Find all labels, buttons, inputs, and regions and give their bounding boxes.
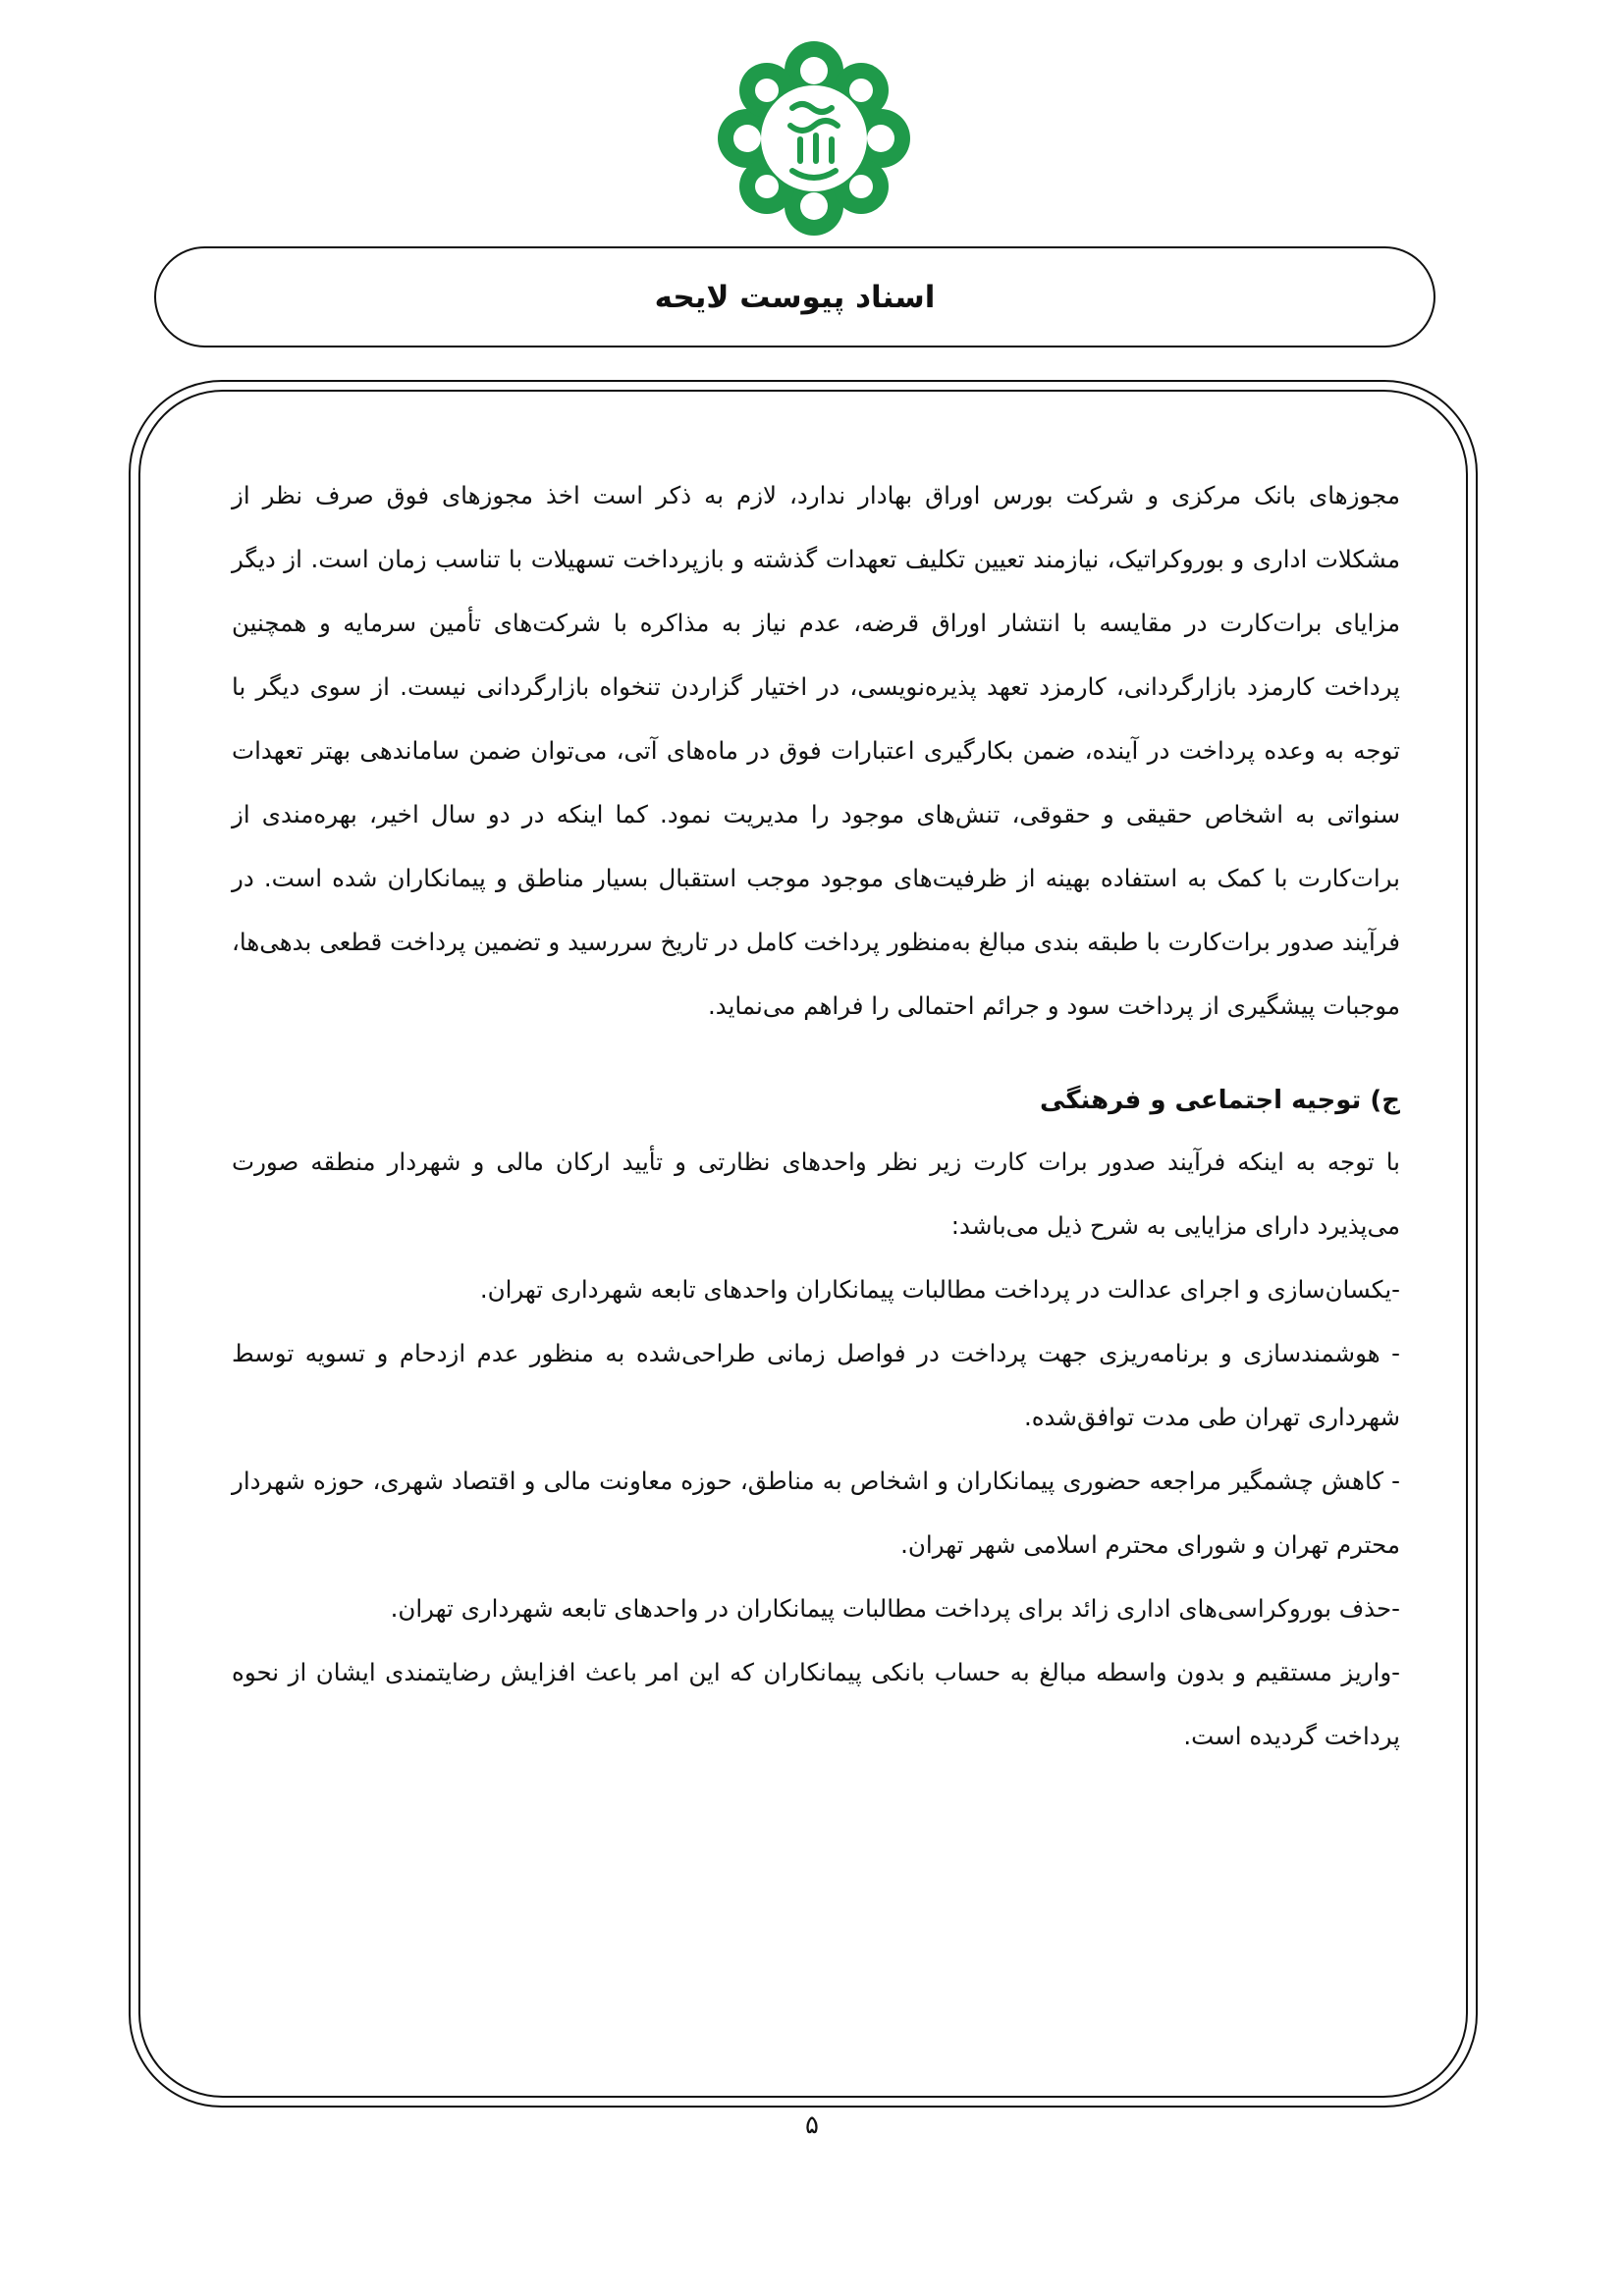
paragraph-text: مجوزهای بانک مرکزی و شرکت بورس اوراق بهادار ندارد، لازم به ذکر است اخذ مجوزهای فوق صرف نظر از مشکلات اداری و بوروکراتیک، نیازمند تعیین تکلیف تعهدات گذشته و بازپرداخت تسهیلات با تناسب زمان است. از دیگر مزایای برات‌کارت در مقایسه با انتشار اوراق قرضه، عدم نیاز به مذاکره با شرکت‌های تأمین سرمایه و همچنین پرداخت کارمزد بازارگردانی، کارمزد تعهد پذیره‌نویسی، در اختیار گزاردن تنخواه بازارگردانی نیست. از سوی دیگر با توجه به وعده پرداخت در آینده، ضمن بکارگیری اعتبارات فوق در ماه‌های آتی، می‌توان ضمن ساماندهی بهتر تعهدات سنواتی به اشخاص حقیقی و حقوقی، تنش‌های موجود را مدیریت نمود. کما اینکه در دو سال اخیر، بهره‌مندی از برات‌کارت با کمک به استفاده بهینه از ظرفیت‌های موجود موجب استقبال بسیار مناطق و پیمانکاران شده است. در فرآیند صدور برات‌کارت با طبقه بندی مبالغ به‌منظور پرداخت کامل در تاریخ سررسید و تضمین پرداخت قطعی بدهی‌ها، موجبات پیشگیری از پرداخت سود و جرائم احتمالی را فراهم می‌نماید. [232, 481, 1400, 1020]
document-title: اسناد پیوست لایحه [654, 279, 936, 315]
benefits-paragraph [232, 463, 1400, 1038]
list-item: -یکسان‌سازی و اجرای عدالت در پرداخت مطالبات پیمانکاران واحدهای تابعه شهرداری تهران. [479, 1275, 1400, 1304]
document-body [232, 463, 1400, 1768]
list-item: -حذف بوروکراسی‌های اداری زائد برای پرداخت مطالبات پیمانکاران در واحدهای تابعه شهرداری تهران. [390, 1594, 1400, 1623]
list-item: -واریز مستقیم و بدون واسطه مبالغ به حساب بانکی پیمانکاران که این امر باعث افزایش رضایتمندی ایشان از نحوه پرداخت گردیده است. [232, 1658, 1400, 1750]
title-banner [154, 246, 1435, 347]
list-item: - هوشمندسازی و برنامه‌ریزی جهت پرداخت در فواصل زمانی طراحی‌شده به منظور عدم ازدحام و تسویه توسط شهرداری تهران طی مدت توافق‌شده. [232, 1339, 1400, 1431]
tehran-municipality-logo [710, 37, 918, 240]
section-heading: ج) توجیه اجتماعی و فرهنگی [1040, 1086, 1400, 1115]
list-item: - کاهش چشمگیر مراجعه حضوری پیمانکاران و اشخاص به مناطق، حوزه معاونت مالی و اقتصاد شهری، حوزه شهردار محترم تهران و شورای محترم اسلامی شهر تهران. [232, 1467, 1400, 1559]
section-intro: با توجه به اینکه فرآیند صدور برات کارت زیر نظر واحدهای نظارتی و تأیید ارکان مالی و شهردار منطقه صورت می‌پذیرد دارای مزایایی به شرح ذیل می‌باشد: [232, 1148, 1400, 1240]
page-number: ۵ [805, 2110, 819, 2140]
